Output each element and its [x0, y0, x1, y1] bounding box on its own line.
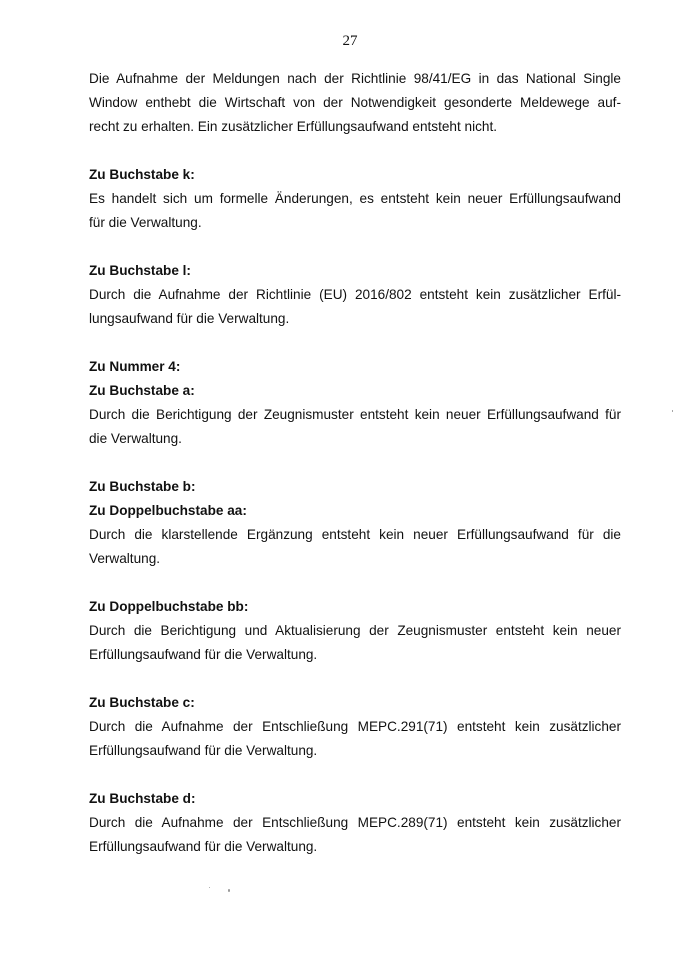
document-body: [89, 67, 621, 859]
section-heading: Zu Buchstabe b:: [89, 479, 196, 494]
section-buchstabe-b-doppelbuchstabe-aa: [89, 475, 621, 571]
text-line: Durch die Aufnahme der Entschließung MEPC.291(71) entsteht kein zusätzlicher: [89, 719, 621, 734]
section-subheading: Zu Doppelbuchstabe aa:: [89, 503, 247, 518]
section-nummer-4-buchstabe-a: [89, 355, 621, 451]
intro-paragraph: [89, 67, 621, 139]
page-number: 27: [342, 33, 358, 49]
text-line: Durch die Berichtigung und Aktualisierung der Zeugnismuster entsteht kein neuer: [89, 623, 621, 638]
section-text: [89, 283, 621, 331]
section-text: [89, 187, 621, 235]
section-text: [89, 811, 621, 859]
text-line: Verwaltung.: [89, 551, 161, 566]
text-line: Durch die Berichtigung der Zeugnismuster entsteht kein neuer Erfüllungsaufwand für: [89, 407, 621, 422]
section-heading: Zu Doppelbuchstabe bb:: [89, 599, 249, 614]
section-buchstabe-k: [89, 163, 621, 235]
section-doppelbuchstabe-bb: [89, 595, 621, 667]
text-line: Window enthebt die Wirtschaft von der Notwendigkeit gesonderte Meldewege auf-: [89, 95, 621, 110]
text-line: Erfüllungsaufwand für die Verwaltung.: [89, 743, 318, 758]
section-heading: Zu Buchstabe k:: [89, 167, 195, 182]
text-line: Durch die klarstellende Ergänzung entsteht kein neuer Erfüllungsaufwand für die: [89, 527, 621, 542]
section-buchstabe-l: [89, 259, 621, 331]
text-line: für die Verwaltung.: [89, 215, 202, 230]
section-text: [89, 715, 621, 763]
section-heading: Zu Buchstabe d:: [89, 791, 196, 806]
scan-speck: [209, 887, 210, 888]
text-line: Es handelt sich um formelle Änderungen, es entsteht kein neuer Erfüllungsaufwand: [89, 191, 621, 206]
section-subheading: Zu Buchstabe a:: [89, 383, 195, 398]
section-buchstabe-d: [89, 787, 621, 859]
section-text: [89, 403, 621, 451]
text-line: lungsaufwand für die Verwaltung.: [89, 311, 290, 326]
text-line: Erfüllungsaufwand für die Verwaltung.: [89, 839, 318, 854]
text-line: Erfüllungsaufwand für die Verwaltung.: [89, 647, 318, 662]
text-line: Durch die Aufnahme der Richtlinie (EU) 2016/802 entsteht kein zusätzlicher Erfül-: [89, 287, 621, 302]
section-heading: Zu Buchstabe l:: [89, 263, 191, 278]
section-heading: Zu Nummer 4:: [89, 359, 181, 374]
text-line: recht zu erhalten. Ein zusätzlicher Erfüllungsaufwand entsteht nicht.: [89, 119, 498, 134]
scan-speck: [672, 410, 673, 412]
section-text: [89, 523, 621, 571]
text-line: Durch die Aufnahme der Entschließung MEPC.289(71) entsteht kein zusätzlicher: [89, 815, 621, 830]
section-buchstabe-c: [89, 691, 621, 763]
text-line: die Verwaltung.: [89, 431, 182, 446]
section-heading: Zu Buchstabe c:: [89, 695, 195, 710]
section-text: [89, 619, 621, 667]
text-line: Die Aufnahme der Meldungen nach der Richtlinie 98/41/EG in das National Single: [89, 71, 621, 86]
scan-speck: [228, 889, 230, 892]
